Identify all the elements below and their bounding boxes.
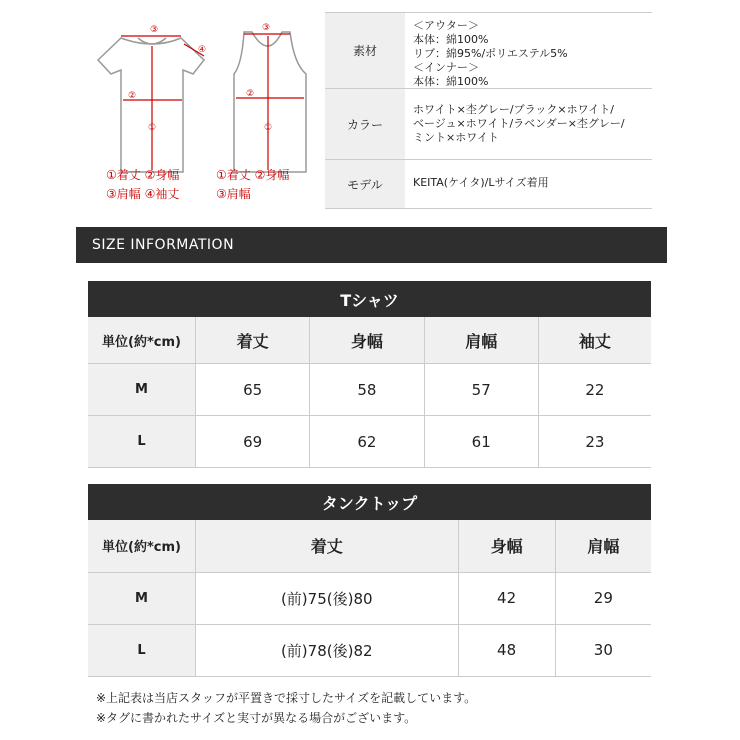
size-label: M bbox=[88, 572, 196, 624]
spec-row-material bbox=[325, 13, 652, 89]
spec-value: KEITA(ケイタ)/Lサイズ着用 bbox=[413, 176, 549, 189]
table-cell: 58 bbox=[310, 364, 424, 416]
tank-mark-2: ② bbox=[246, 89, 255, 99]
size-label: M bbox=[88, 364, 196, 416]
table-cell: (前)78(後)82 bbox=[196, 624, 459, 676]
legend-item: ②身幅 bbox=[144, 168, 180, 182]
table-cell: 22 bbox=[538, 364, 651, 416]
mark-3: ③ bbox=[150, 25, 159, 35]
spec-key: 素材 bbox=[325, 13, 405, 88]
tanktop-size-table bbox=[88, 484, 651, 677]
table-row bbox=[88, 364, 651, 416]
table-title: Tシャツ bbox=[88, 281, 651, 317]
mark-1: ① bbox=[148, 123, 157, 133]
tank-legend bbox=[216, 166, 316, 204]
legend-item: ③肩幅 bbox=[216, 187, 251, 201]
tank-mark-3: ③ bbox=[262, 23, 271, 33]
unit-header: 単位(約*cm) bbox=[88, 520, 196, 572]
spec-value: ＜アウター＞ 本体：綿100% リブ：綿95%/ポリエステル5% ＜インナー＞ 本体：綿100% bbox=[413, 19, 568, 88]
table-title: タンクトップ bbox=[88, 484, 651, 520]
mark-2: ② bbox=[128, 91, 137, 101]
column-header: 袖丈 bbox=[538, 317, 651, 364]
column-header: 着丈 bbox=[196, 520, 459, 572]
column-header: 肩幅 bbox=[424, 317, 538, 364]
table-row bbox=[88, 624, 651, 676]
size-label: L bbox=[88, 624, 196, 676]
column-header: 肩幅 bbox=[555, 520, 651, 572]
mark-4: ④ bbox=[198, 45, 207, 55]
tanktop-outline-icon bbox=[234, 32, 306, 172]
table-row bbox=[88, 572, 651, 624]
table-cell: 23 bbox=[538, 416, 651, 468]
legend-item: ③肩幅 bbox=[106, 187, 141, 201]
legend-item: ②身幅 bbox=[254, 168, 290, 182]
spec-row-color bbox=[325, 89, 652, 160]
column-header: 着丈 bbox=[196, 317, 310, 364]
table-row bbox=[88, 416, 651, 468]
notes bbox=[96, 688, 476, 728]
spec-row-model bbox=[325, 160, 652, 209]
legend-item: ④袖丈 bbox=[144, 187, 180, 201]
spec-value: ホワイト×杢グレー/ブラック×ホワイト/ ベージュ×ホワイト/ラベンダー×杢グレー/ ミント×ホワイト bbox=[413, 103, 625, 144]
table-header-row bbox=[88, 317, 651, 364]
tank-mark-1: ① bbox=[264, 123, 273, 133]
note-line: ※上記表は当店スタッフが平置きで採寸したサイズを記載しています。 bbox=[96, 691, 477, 705]
table-cell: 48 bbox=[458, 624, 555, 676]
table-cell: 30 bbox=[555, 624, 651, 676]
column-header: 身幅 bbox=[458, 520, 555, 572]
tshirt-outline-icon bbox=[98, 38, 207, 172]
unit-header: 単位(約*cm) bbox=[88, 317, 196, 364]
column-header: 身幅 bbox=[310, 317, 424, 364]
spec-key: モデル bbox=[325, 160, 405, 208]
legend-item: ①着丈 bbox=[106, 168, 141, 182]
table-cell: 69 bbox=[196, 416, 310, 468]
size-information-heading: SIZE INFORMATION bbox=[76, 227, 667, 263]
table-cell: (前)75(後)80 bbox=[196, 572, 459, 624]
spec-table bbox=[325, 12, 652, 209]
table-header-row bbox=[88, 520, 651, 572]
tshirt-size-table bbox=[88, 281, 651, 468]
legend-item: ①着丈 bbox=[216, 168, 251, 182]
table-cell: 65 bbox=[196, 364, 310, 416]
table-cell: 61 bbox=[424, 416, 538, 468]
tshirt-legend bbox=[106, 166, 196, 204]
table-cell: 62 bbox=[310, 416, 424, 468]
table-cell: 42 bbox=[458, 572, 555, 624]
table-cell: 57 bbox=[424, 364, 538, 416]
table-cell: 29 bbox=[555, 572, 651, 624]
note-line: ※タグに書かれたサイズと実寸が異なる場合がございます。 bbox=[96, 711, 417, 725]
size-label: L bbox=[88, 416, 196, 468]
spec-key: カラー bbox=[325, 89, 405, 159]
